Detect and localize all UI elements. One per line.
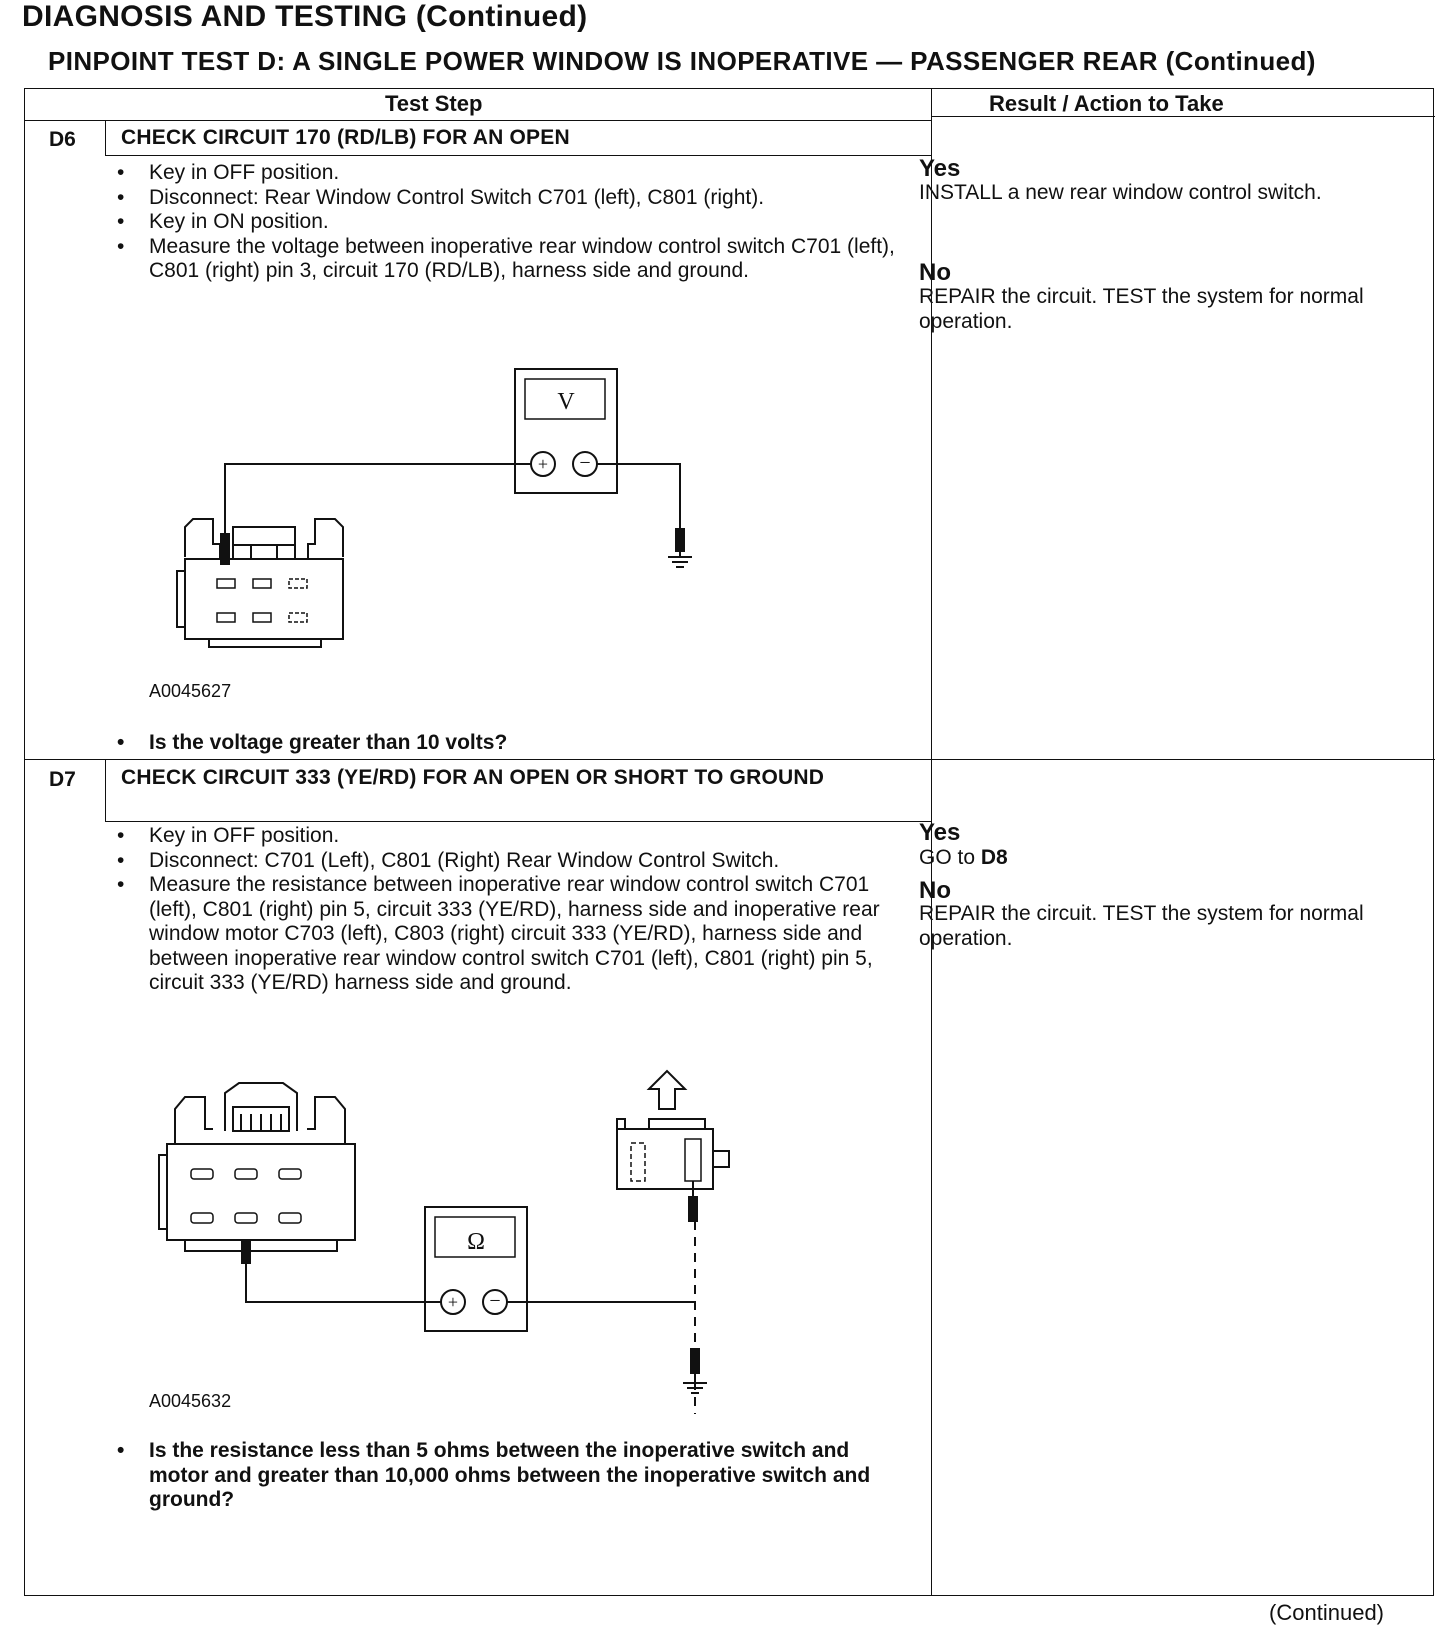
result-yes-d7: Yes <box>919 819 961 846</box>
svg-text:−: − <box>489 1290 501 1312</box>
list-item: • Disconnect: C701 (Left), C801 (Right) Rear Window Control Switch. <box>113 849 913 874</box>
step-id-d6: D6 <box>49 128 76 151</box>
list-item: • Key in ON position. <box>113 210 913 235</box>
step-d6-question <box>113 731 893 756</box>
result-no-d7: No <box>919 877 951 904</box>
voltage-test-diagram <box>165 359 725 669</box>
result-yes-d7-action: GO to D8 <box>919 846 1008 869</box>
header-rule-left <box>25 120 931 121</box>
positive-probe <box>221 534 229 564</box>
step-separator <box>25 759 1435 760</box>
step-id-d7: D7 <box>49 768 76 791</box>
ground-probe <box>691 1349 699 1373</box>
svg-text:+: + <box>537 454 549 474</box>
positive-lead <box>225 464 531 561</box>
step-d7-instructions <box>113 824 913 996</box>
figure-id-d6: A0045627 <box>149 681 232 701</box>
switch-probe <box>242 1241 250 1263</box>
switch-connector <box>177 519 343 647</box>
result-no-d6: No <box>919 259 951 286</box>
question-text: Is the resistance less than 5 ohms between the inoperative switch and motor and greater than 10,000 ohms between the inoperative switch and ground? <box>149 1439 871 1511</box>
step-title-d6: CHECK CIRCUIT 170 (RD/LB) FOR AN OPEN <box>121 126 570 149</box>
step-id-divider <box>105 759 106 821</box>
list-item: • Measure the voltage between inoperative rear window control switch C701 (left), C801 (right) pin 3, circuit 170 (RD/LB), harness side and ground. <box>113 235 913 284</box>
svg-text:−: − <box>579 452 591 474</box>
voltmeter <box>515 369 617 493</box>
step-d7-question <box>113 1439 893 1513</box>
result-no-d6-action: REPAIR the circuit. TEST the system for normal operation. <box>919 285 1364 333</box>
motor-connector <box>617 1071 729 1189</box>
continued-note: (Continued) <box>1269 1600 1384 1625</box>
header-result-action: Result / Action to Take <box>989 91 1224 116</box>
ohmmeter <box>425 1207 527 1331</box>
list-item: • Key in OFF position. <box>113 161 913 186</box>
question-text: Is the voltage greater than 10 volts? <box>149 731 508 754</box>
svg-text:+: + <box>447 1292 459 1312</box>
result-yes-d6: Yes <box>919 155 961 182</box>
header-rule-right <box>931 116 1435 117</box>
pinpoint-test-subtitle: PINPOINT TEST D: A SINGLE POWER WINDOW IS INOPERATIVE — PASSENGER REAR (Continued) <box>48 46 1316 76</box>
pinpoint-test-table <box>24 88 1434 1596</box>
header-test-step: Test Step <box>385 91 483 116</box>
motor-probe <box>689 1197 697 1221</box>
voltmeter-symbol: V <box>557 389 575 415</box>
resistance-test-diagram <box>155 1069 735 1399</box>
negative-lead <box>597 464 680 529</box>
result-no-d7-action: REPAIR the circuit. TEST the system for normal operation. <box>919 902 1364 950</box>
step-d6-instructions <box>113 161 913 284</box>
step-title-rule <box>105 821 931 822</box>
bullet: • <box>117 1439 125 1462</box>
switch-connector <box>159 1083 355 1251</box>
list-item: • Measure the resistance between inoperative rear window control switch C701 (left), C801 (right) pin 5, circuit 333 (YE/RD), harness side and inoperative rear window motor C703 (left), C803 (right) circuit 333 (YE/RD), harness side and between inoperative rear window control switch C701 (left), C801 (right) pin 5, circuit 333 (YE/RD) harness side and ground. <box>113 873 913 996</box>
bullet: • <box>117 731 125 754</box>
positive-lead <box>246 1263 441 1302</box>
step-title-rule <box>105 155 931 156</box>
ohmmeter-symbol: Ω <box>467 1229 485 1255</box>
result-yes-d6-action: INSTALL a new rear window control switch. <box>919 181 1322 204</box>
next-step-ref: D8 <box>980 846 1008 869</box>
page-title: DIAGNOSIS AND TESTING (Continued) <box>22 0 588 33</box>
step-title-d7: CHECK CIRCUIT 333 (YE/RD) FOR AN OPEN OR SHORT TO GROUND <box>121 766 825 789</box>
list-item: • Key in OFF position. <box>113 824 913 849</box>
step-id-divider <box>105 120 106 155</box>
ground-probe <box>676 529 684 551</box>
figure-id-d7: A0045632 <box>149 1391 232 1411</box>
list-item: • Disconnect: Rear Window Control Switch C701 (left), C801 (right). <box>113 186 913 211</box>
